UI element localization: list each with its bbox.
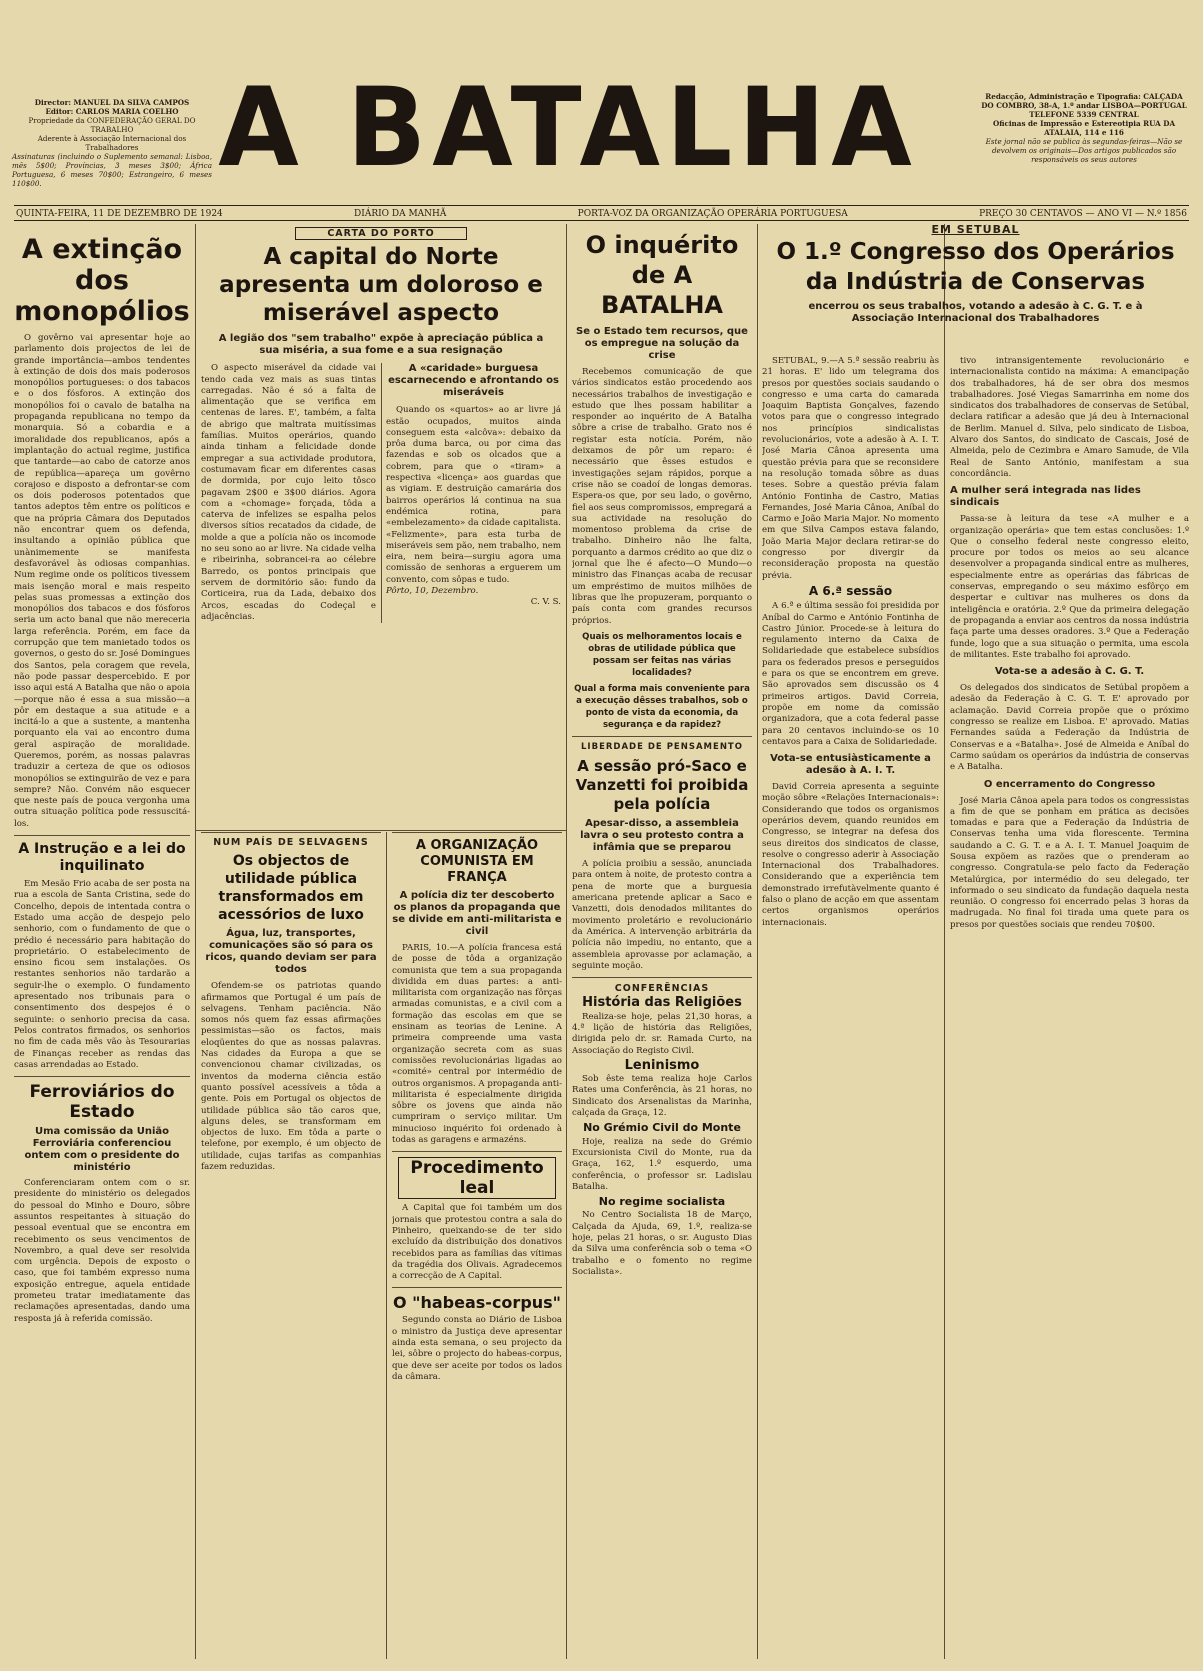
headline-monopolios: A extinção dos monopólios [14,234,190,327]
article-porto-1: O aspecto miserável da cidade vai tendo cada vez mais as suas tintas carregadas. Não é só a falta de alimentação que se verifica em centenas de lares. E', também, a falta de abrigo que maltrata muitíssimas famílias. Muitos operários, quando ainda tinham a felicidade donde empregar a sua actividade produtora, costumavam ficar em diferentes casas de dormida, por cujo leito tôsco pagavam 2$00 e 3$00 diários. Agora com a «chomage» forçada, tôda a caterva de infelizes se espalha pelos diversos sítios recatados da cidade, de molde a que a polícia não os incomode no seu sono ao ar livre. Na cidade velha e ribeirinha, sobrancei-ra ao célebre Barredo, os pontos principais que servem de dormitório são: fundo da Corticeira, rua da Lada, debaixo dos Arcos, escadas do Codeçal e adjacências. [201,363,376,622]
article-habeas: Segundo consta ao Diário de Lisboa o ministro da Justiça deve apresentar ainda esta semana, o seu projecto da lei, sôbre o projecto do habeas-corpus, que deve ser aceite por todos os lados da câmara. [392,1315,562,1382]
article-religioes: Realiza-se hoje, pelas 21,30 horas, a 4.ª lição de história das Religiões, dirigida pelo dr. sr. Ramada Curto, na Associação do Registo Civil. [572,1011,752,1056]
column-3 [572,224,752,1659]
article-congresso-3: David Correia apresenta a seguinte moção sôbre «Relações Internacionais»: Considerando que todos os organismos operários devem, quando reunidos em Congresso, se integrar na defesa dos seus direitos dos sindicatos de classe, resolve o congresso aderir à Associação Internacional dos Trabalhadores. Considerando que a experiência tem demonstrado irrefutàvelmente quanto é falso o plano de acção em que assentam certos organismos operários internacionais. [762,782,939,928]
daily-label: DIÁRIO DA MANHÃ [354,209,447,219]
section-conferencias: CONFERÊNCIAS [614,983,710,995]
masthead-left-info [12,98,212,188]
porto-signature: C. V. S. [530,597,561,608]
headline-encerramento: O encerramento do Congresso [983,778,1156,790]
selvagens-article [201,832,381,1660]
headline-adesao-ait: Vota-se entusiàsticamente a adesão à A. I. T. [770,753,931,777]
column-5 [950,356,1189,1659]
setubal-header [762,224,1189,354]
article-adesao-cgt: Os delegados dos sindicatos de Setúbal propõem a adesão da Federação à C. G. T. E' aprovado por aclamação. David Correia propõe que o próximo congresso se realize em Lisboa. E' aprovado. Matias Fernandes saúda a Federação da Indústria de Conservas e a «Batalha». José de Almeida e Aníbal do Carmo saúdam os operários da indústria de conservas e A Batalha. [950,683,1189,773]
article-leninismo: Sob êste tema realiza hoje Carlos Rates uma Conferência, às 21 horas, no Sindicato dos Arsenalistas da Marinha, calçada da Graça, 12. [572,1074,752,1119]
article-mulher: Passa-se à leitura da tese «A mulher e a organização operária» que tem estas conclusões: 1.º Que o conselho federal neste congresso eleito, procure por todos os meios ao seu alcance desenvolver a propaganda sindical entre as mulheres, especialmente entre as operárias das fábricas de conservas, empregando o seu máximo esfôrço em despertar e cultivar nas mulheres os dons da inteligência e oratória. 2.º Que da primeira delegação de propaganda a enviar aos centros da nossa indústria faça parte uma desses oradores. 3.º Que a Federação funde, logo que a sua situação o permita, uma escola de militantes. Este trabalho foi aprovado. [950,514,1189,660]
porto-article [201,224,561,824]
subscriptions: Assinaturas (incluindo o Suplemento semanal: Lisboa, mês 5$00; Províncias, 3 meses 3$00; África Portuguesa, 6 meses 70$00; Estrangeiro, 6 meses 110$00. [12,152,212,188]
deck-porto: A legião dos "sem trabalho" expõe à apreciação pública a sua miséria, a sua fome e a sua resignação [218,333,544,357]
article-congresso-1: SETÚBAL, 9.—A 5.ª sessão reabriu às 21 horas. E' lido um telegrama dos presos por questões sociais saudando o congresso e uma carta do camarada Joaquim Baptista Gonçalves, fazendo votos para que o congresso integrado nos princípios sindicalistas revolucionários, vote a adesão à A. I. T. José Maria Cânoa apresenta uma questão prévia para que se reconsidere na resolução tomada sôbre as duas teses. Sobre a questão prévia falam António Fontinha de Castro, Matias Fernandes, José Maria Cânoa, Aníbal do Carmo e João Maria Major. No momento em que Silva Campos estava falando, João Maria Major declara retirar-se do congresso por divergir da reconsideração proposta na questão prévia. [762,356,939,581]
deck-selvagens: Água, luz, transportes, comunicações são só para os ricos, quando deviam ser para todos [205,928,377,976]
question-2: Qual a forma mais conveniente para a execução dêsses trabalhos, sob o ponto de vista da economia, da segurança e da rapidez? [574,683,750,730]
kicker-setubal: EM SETÚBAL [931,224,1020,236]
article-inquerito: Recebemos comunicação de que vários sindicatos estão procedendo aos necessários trabalhos de investigação e estudo que lhes possam habilitar a responder ao inquérito de A Batalha sôbre a crise de trabalho. Grato nos é registar esta notícia. Porém, não deixamos de pôr um reparo: é necessário que êsses estudos e investigações sejam rápidos, porque a crise não se coadoí de longas demoras. Espera-os que, por seu lado, o govêrno, fiel aos seus compromissos, empregará a sua actividade na resolução do momentoso problema da crise de trabalho. Dinheiro não lhe falta, porquanto a darmos crédito ao que diz o jornal que lhe é afecto—O Mundo—o ministro das Finanças acaba de recusar um empréstimo de muitos milhões de libras que lhe propuzeram, porquanto o país conta com grandes recursos próprios. [572,367,752,626]
headline-leninismo: Leninismo [624,1057,700,1073]
editor: Editor: CARLOS MARIA COELHO [45,107,179,116]
masthead [0,0,1203,219]
deck-congresso: encerrou os seus trabalhos, votando a adesão à C. G. T. e à Associação Internacional dos Trabalhadores [808,301,1143,325]
section-rule [196,830,566,831]
masthead-right-info [979,92,1189,164]
newspaper-title: A BATALHA [218,62,918,192]
headline-socialista: No regime socialista [598,1195,726,1209]
adherent: Aderente à Associação Internacional dos Trabalhadores [37,134,187,152]
headline-porto: A capital do Norte apresenta um doloroso e miserável aspecto [219,244,543,327]
deck-inquerito: Se o Estado tem recursos, que os empregue na solução da crise [576,326,748,361]
owner: Propriedade da CONFEDERAÇÃO GERAL DO TRABALHO [28,116,196,134]
article-porto-2: Quando os «quartos» ao ar livre já estão ocupados, muitos ainda conseguem esta «alcôva»: debaixo da prôa duma barca, ou por cima das fazendas e sob os olcados que a cobrem, para que o «tiram» a respectiva «licença» aos guardas que as vigiam. E destruição camarária dos bairros operários lá continua na sua endémica rotina, para «embelezamento» da cidade capitalista. «Felizmente», para esta turba de miseráveis sem pão, nem trabalho, nem eira, nem beira—surgiu agora uma comissão de senhoras a erguerem um convento, com sôpas e tudo. [386,405,561,585]
subhead-caridade: A «caridade» burguesa escarnecendo e afrontando os miseráveis [388,363,559,399]
headline-mulher: A mulher será integrada nas lides sindicais [950,485,1141,509]
column-rule [566,224,567,1659]
issue-date: QUINTA-FEIRA, 11 DE DEZEMBRO DE 1924 [16,209,223,219]
print-office: Oficinas de Impressão e Estereotipia RUA DA ATALAIA, 114 e 116 [992,119,1176,137]
headline-selvagens: Os objectos de utilidade pública transformados em acessórios de luxo [218,853,364,924]
article-socialista: No Centro Socialista 18 de Março, Calçada da Ajuda, 69, 1.º, realiza-se hoje, pelas 21 horas, o sr. Augusto Dias da Silva uma conferência sob o tema «O trabalho e o fomento no regime Socialista». [572,1210,752,1277]
headline-6-sessao: A 6.ª sessão [808,583,893,598]
headline-habeas: O "habeas-corpus" [392,1293,562,1313]
headline-congresso: O 1.º Congresso dos Operários da Indústria de Conservas [776,239,1175,296]
headline-instrucao: A Instrução e a lei do inquilinato [18,841,186,875]
porto-dateline: Pôrto, 10, Dezembro. [386,586,479,597]
article-procedimento: A Capital que foi também um dos jornais que protestou contra a sala do Pinheiro, queixando-se de ter sido excluído da distribuição dos donativos recebidos para as famílias das vítimas da tragédia dos Olivais. Agradecemos a correcção de A Capital. [392,1203,562,1282]
headline-religioes: História das Religiões [582,995,742,1011]
kicker-selvagens: NUM PAÍS DE SELVAGENS [213,837,369,848]
column-rule [944,356,945,1659]
director: Director: MANUEL DA SILVA CAMPOS [34,98,190,107]
deck-saco-vanzetti: Apesar-disso, a assembleia lavra o seu protesto contra a infâmia que se preparou [580,818,744,854]
headline-procedimento: Procedimento leal [398,1157,556,1199]
article-instrucao: Em Mesão Frio acaba de ser posta na rua a escola de Santa Cristina, sede do Concelho, depois de intentada contra o Estado uma acção de despejo pelo senhorio, com o fundamento de que o prédio é necessário para habitação do proprietário. O estabelecimento de ensino ficou sem instalações. Os restantes senhorios não tardarão a seguir-lhe o exemplo. O fundamento apresentado nos tribunais para o consentimento dos despejos é o seguinte: o senhorio precisa da casa. Pelos contratos firmados, os senhorios no fim de cada mês vão às Tesourarias de Finanças receber as rendas das casas arrendadas ao Estado. [14,879,190,1070]
column-1 [14,224,190,1659]
mid-column [392,832,562,1660]
kicker-carta-porto: CARTA DO PORTO [295,227,467,240]
kicker-liberdade: LIBERDADE DE PENSAMENTO [581,741,743,752]
deck-ferroviarios: Uma comissão da União Ferroviária conferenciou ontem com o presidente do ministério [24,1126,180,1174]
article-ferroviarios: Conferenciaram ontem com o sr. presidente do ministério os delegados do pessoal do Minho e Douro, sôbre assuntos respeitantes à situação do pessoal eventual que se encontra em recebimento os seus vencimentos de Novembro, a qual deve ser resolvida com urgência. Depois de exposto o caso, que foi também expresso numa exposição entregue, aquela entidade prometeu tratar imediatamente das reclamações apresentadas, dando uma resposta já à referida comissão. [14,1178,190,1324]
price-issue: PREÇO 30 CENTAVOS — ANO VI — N.º 1856 [979,209,1187,219]
article-congresso-2: A 6.ª e última sessão foi presidida por Aníbal do Carmo e António Fontinha de Castro Júnior. Procede-se à leitura do regulamento interno da Caixa de Solidariedade que estabelece subsídios para os federados presos e perseguidos e para os que se encontrem em greve. São aprovados sem discussão os 4 primeiros artigos. David Correia, propõe em nome da comissão organizadora, que a cota federal passe para 20 centavos incluindo-se os 10 centavos para a Caixa de Solidariedade. [762,601,939,747]
headline-ferroviarios: Ferroviários do Estado [29,1082,175,1123]
headline-adesao-cgt: Vota-se a adesão à C. G. T. [994,666,1145,678]
headline-gremio: No Grémio Civil do Monte [583,1121,741,1135]
headline-inquerito: O inquérito de A BATALHA [585,231,739,319]
article-saco-vanzetti: A polícia proibiu a sessão, anunciada para ontem à noite, de protesto contra a pena de morte que a burguesia americana pretende aplicar a Saco e Vanzetti, dois denodados militantes do movimento proletário e revolucionário da América. A intervenção arbitrária da polícia não impediu, no entanto, que a assembleia aprovasse por aclamação, a seguinte moção. [572,859,752,971]
headline-saco-vanzetti: A sessão pró-Saco e Vanzetti foi proibida pela polícia [575,757,749,814]
dateline [14,205,1189,221]
article-comunista: PARIS, 10.—A polícia francesa está de posse de tôda a organização comunista que tem a sua propaganda dividida em duas partes: a anti-militarista com organização nas fôrças armadas comunistas, e a civil com a formação das escolas em que se ensinam as teorias de Lenine. A primeira compreende uma vasta organização secreta com as suas comissões revolucionárias ligadas ao «comité» central por intermédio de outros organismos. A propaganda anti-militarista é especialmente dirigida sôbre os jovens que ainda não cumpriram o serviço militar. Um minucioso inquérito foi ordenado à todas as garagens e armazéns. [392,943,562,1146]
article-selvagens: Ofendem-se os patriotas quando afirmamos que Portugal é um país de selvagens. Tenham paciência. Não somos nós quem faz essas afirmações pessimistas—são os factos, mais eloqüentes do que as nossas palavras. Nas cidades da Europa a que se convencionou chamar civilizadas, os inventos da moderna ciência estão quanto possível acessíveis a tôda a gente. Pois em Portugal os objectos de utilidade pública são tão caros que, alguns deles, se transformam em objectos de luxo. Em tôda a parte o telefone, por exemplo, é um objecto de utilidade, cujas tarifas as companhias fazem reduzidas. [201,981,381,1173]
column-4 [762,356,939,1659]
column-rule [757,224,758,1659]
column-rule [386,832,387,1659]
article-gremio: Hoje, realiza na sede do Grémio Excursionista Civil do Monte, rua da Graça, 162, 1.º esquerdo, uma conferência, o professor sr. Ladislau Batalha. [572,1136,752,1192]
column-rule [195,224,196,1659]
deck-comunista: A polícia diz ter descoberto os planos da propaganda que se divide em anti-militarista e civil [392,890,562,937]
article-monopolios: O govêrno vai apresentar hoje ao parlamento dois projectos de lei de grande importância—ambos tendentes à extinção de dois dos mais poderosos monopólios portugueses: o dos tabacos e o dos fósforos. A extinção dos monopólios foi o cavalo de batalha na propaganda republicana no tempo da monarquia. Só a cobardia e a imoralidade dos republicanos, após a implantação do actual regime, justifica que tantarde—ao cabo de catorze anos de república—apareça um govêrno corajoso e disposto a defrontar-se com os dois poderosos potentados que tantos adeptos têm entre os políticos e que na própria Câmara dos Deputados não encontrar quem os defenda, insultando a opinião pública que unànimemente se manifesta desfavorável às odiosas companhias. Num regime onde os políticos tivessem mais isenção moral e mais respeito pelas suas promessas a extinção dos monopólios dos tabacos e dos fósforos seria um acto banal que não mereceria larga referência. Porém, em face da corrupção que tem manietado todos os governos, o gesto do sr. José Domingues dos Santos, pela coragem que revela, não pode passar despercebido. E por isso aqui está A Batalha que não o apoia—porque não é essa a sua missão—a pôr em destaque a sua atitude e a incitá-lo a que a sustente, a mantenha porquanto ela vai ao encontro duma geral aspiração de moralidade. Queremos, porém, as nossas palavras traduzir a certeza de que os odiosos monopólios se extinguirão de vez e para sempre? Não. Convém não esquecer que neste país de pouca vergonha uma outra situação política pode ressuscitá-los. [14,333,190,829]
editorial-note: Este jornal não se publica às segundas-feiras—Não se devolvem os originais—Dos artigos publicados são responsáveis os seus autores [985,137,1183,164]
headline-comunista: A ORGANIZAÇÃO COMUNISTA EM FRANÇA [415,838,539,885]
admin-address: Redacção, Administração e Tipografia: CALÇADA DO COMBRO, 38-A, 1.º andar LISBOA—PORTUGAL [981,92,1187,110]
article-congresso-4: tivo intransigentemente revolucionário e internacionalista contido na máxima: A emancipação dos trabalhadores, há de ser obra dos mesmos trabalhadores. José Viegas Samarrinha em nome dos sindicatos dos trabalhadores de conservas de Setúbal, declara ratificar a adesão que já deu à Internacional de Berlim. Manuel d. Silva, pelo sindicato de Lisboa, Alvaro dos Santos, do sindicato de Cascais, José de Almeida, pelo de Cezimbra e Amaro Samude, de Vila Real de Santo António, manifestam a sua concordância. [950,356,1189,479]
phone: TELEFONE 5339 CENTRAL [1029,110,1139,119]
article-encerramento: José Maria Cânoa apela para todos os congressistas a fim de que se ponham em prática as decisões tomadas e para que a Federação da Indústria de Conservas tenha uma vida florescente. Termina saudando a C. G. T. e a A. I. T. Manuel Joaquim de Sousa expõem as razões que o prenderam ao congresso. Congratula-se pelo facto da Federação Metalúrgica, por intermédio do seu delegado, ter informado o seu sindicato da fundação daquela nesta reunião. O congresso foi encerrado pelas 3 horas da madrugada. No final foi tirada uma quete para os presos por questões sociais que rendeu 70$00. [950,795,1189,930]
question-1: Quais os melhoramentos locais e obras de utilidade pública que possam ser feitas nas várias localidades? [582,631,742,678]
motto: PORTA-VOZ DA ORGANIZAÇÃO OPERÁRIA PORTUGUESA [577,209,848,219]
